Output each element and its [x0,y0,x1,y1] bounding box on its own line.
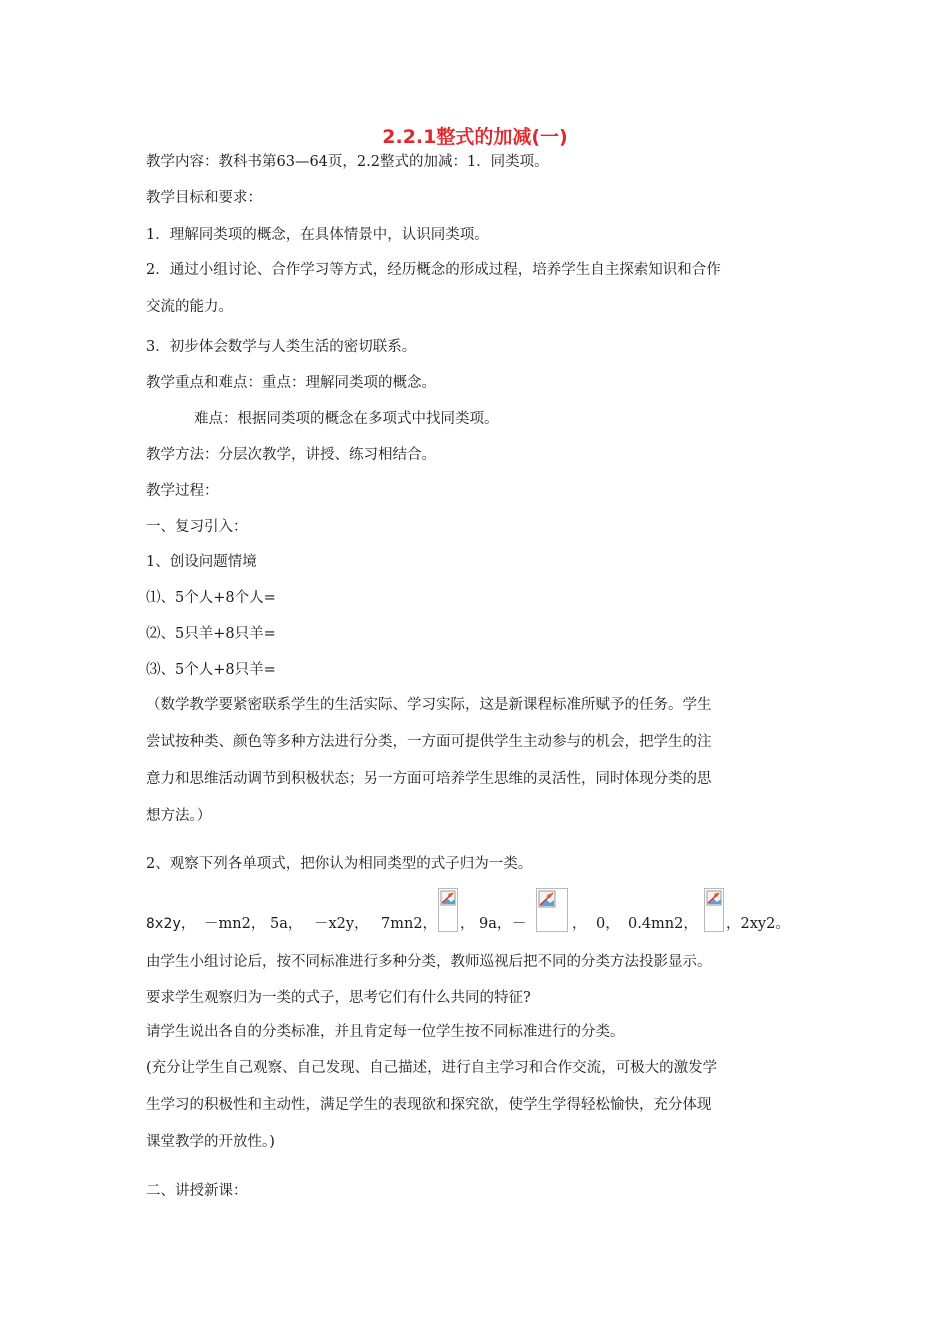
term-9: ， [572,916,587,932]
term-7: 9a， [479,916,512,932]
section-2-heading: 二、讲授新课： [146,1183,248,1199]
term-8: － [512,916,527,932]
goal-2-line-2: 交流的能力。 [146,299,233,315]
monomial-list [146,886,826,936]
broken-image-icon [438,888,458,932]
broken-image-icon [536,888,568,932]
note-2-line-3: 课堂教学的开放性。) [146,1134,275,1150]
goal-1: 1．理解同类项的概念，在具体情景中，认识同类项。 [146,227,489,243]
goals-heading: 教学目标和要求： [146,190,262,206]
note-2-line-2: 生学习的积极性和主动性，满足学生的表现欲和探究欲，使学生学得轻松愉快，充分体现 [146,1097,712,1113]
problem-3: ⑶、5个人+8只羊= [146,662,276,678]
broken-image-icon [704,888,724,932]
term-6: ， [460,916,475,932]
note-1-line-2: 尝试按种类、颜色等多种方法进行分类，一方面可提供学生主动参与的机会，把学生的注 [146,734,712,750]
section-1-heading: 一、复习引入： [146,519,248,535]
teaching-method: 教学方法：分层次教学，讲授、练习相结合。 [146,447,436,463]
note-1-line-4: 想方法。） [146,808,212,824]
problem-1: ⑴、5个人+8个人= [146,590,276,606]
note-1 [146,687,810,835]
note-2-line-1: (充分让学生自己观察、自己发现、自己描述，进行自主学习和合作交流，可极大的激发学 [146,1060,718,1076]
goal-2 [146,252,810,326]
requirement-line: 要求学生观察归为一类的式子，思考它们有什么共同的特征? [146,990,531,1006]
step-2: 2、观察下列各单项式，把你认为相同类型的式子归为一类。 [146,856,533,872]
note-1-line-1: （数学教学要紧密联系学生的生活实际、学习实际，这是新课程标准所赋予的任务。学生 [146,697,712,713]
term-10: 0， [596,916,620,932]
term-2: －mn2， [204,916,266,932]
term-12: ，2xy2。 [726,916,790,932]
discussion-line: 由学生小组讨论后，按不同标准进行多种分类，教师巡视后把不同的分类方法投影显示。 [146,954,712,970]
content-line: 教学内容：教科书第63—64页，2.2整式的加减：1．同类项。 [146,154,549,170]
ask-line: 请学生说出各自的分类标准，并且肯定每一位学生按不同标准进行的分类。 [146,1024,625,1040]
term-4: －x2y， [314,916,369,932]
problem-2: ⑵、5只羊+8只羊= [146,626,276,642]
key-points: 教学重点和难点：重点：理解同类项的概念。 [146,375,436,391]
term-3: 5a， [270,916,303,932]
step-1: 1、创设问题情境 [146,554,257,570]
goal-3: 3．初步体会数学与人类生活的密切联系。 [146,339,417,355]
process-heading: 教学过程： [146,483,219,499]
note-2 [146,1050,810,1161]
term-1: 8x2y， [146,916,196,932]
note-1-line-3: 意力和思维活动调节到积极状态；另一方面可培养学生思维的灵活性，同时体现分类的思 [146,771,712,787]
difficult-points: 难点：根据同类项的概念在多项式中找同类项。 [194,411,499,427]
page-title: 2.2.1整式的加减(一) [382,126,568,148]
term-11: 0.4mn2， [628,916,698,932]
goal-2-line-1: 2．通过小组讨论、合作学习等方式，经历概念的形成过程，培养学生自主探索知识和合作 [146,262,721,278]
term-5: 7mn2， [381,916,438,932]
